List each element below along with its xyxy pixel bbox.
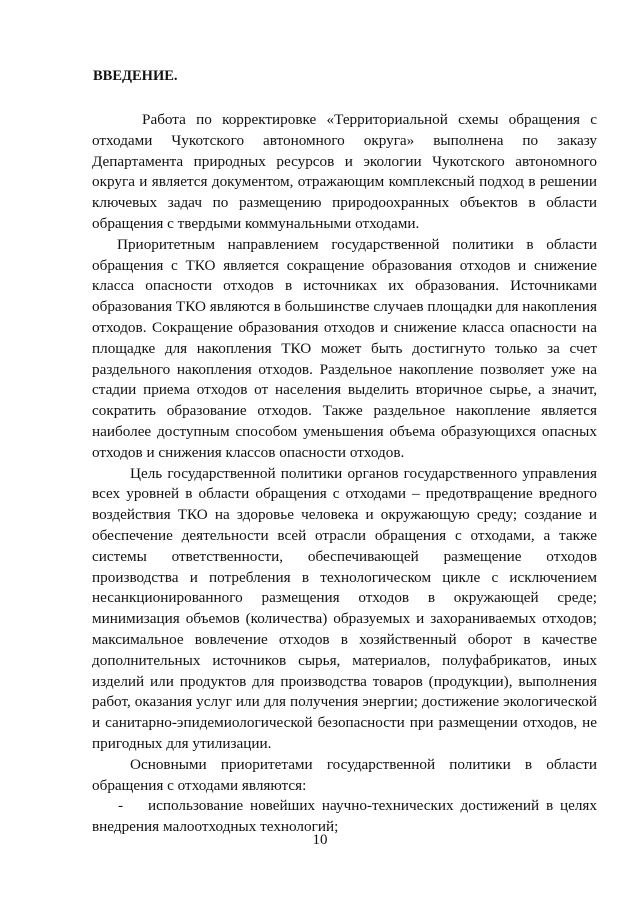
paragraph-priority-direction: Приоритетным направлением государственной политики в области обращения с ТКО является сокращение образования отходов и снижение класса опасности отходов в источниках их образования. Источниками образования ТКО являются в большинстве случаев площадки для накопления отходов. Сокращение образования отходов и снижение класса опасности на площадке для накопления ТКО может быть достигнуто только за счет раздельного накопления отходов. Раздельное накопление позволяет уже на стадии приема отходов от населения выделить вторичное сырье, а значит, сократить образование отходов. Также раздельное накопление является наиболее доступным способом уменьшения объема образующихся опасных отходов и снижения классов опасности отходов. (92, 235, 597, 461)
body-text (92, 110, 597, 838)
paragraph-main-priorities: Основными приоритетами государственной политики в области обращения с отходами являются: (92, 755, 597, 794)
bullet-dash: - (118, 797, 124, 815)
section-heading: ВВЕДЕНИЕ. (93, 68, 178, 84)
page-number: 10 (312, 832, 328, 848)
paragraph-policy-goal: Цель государственной политики органов государственного управления всех уровней в области обращения с отходами – предотвращение вредного воздействия ТКО на здоровье человека и окружающую среду; создание и обеспечение деятельности всей отрасли обращения с отходами, а также системы ответственности, обеспечивающей размещение отходов производства и потребления в технологическом цикле с исключением несанкционированного размещения отходов в окружающей среде; минимизация объемов (количества) образуемых и захораниваемых отходов; максимальное вовлечение отходов в хозяйственный оборот в качестве дополнительных источников сырья, материалов, полуфабрикатов, иных изделий или продуктов для производства товаров (продукции), выполнения работ, оказания услуг или для получения энергии; достижение экологической и санитарно-эпидемиологической безопасности при размещении отходов, не пригодных для утилизации. (92, 464, 597, 752)
paragraph-intro: Работа по корректировке «Территориальной схемы обращения с отходами Чукотского автономного округа» выполнена по заказу Департамента природных ресурсов и экологии Чукотского автономного округа и является документом, отражающим комплексный подход в решении ключевых задач по размещению природоохранных объектов в области обращения с твердыми коммунальными отходами. (92, 111, 597, 232)
list-item-text: использование новейших научно-технических достижений в целях внедрения малоотходных технологий; (92, 797, 597, 836)
